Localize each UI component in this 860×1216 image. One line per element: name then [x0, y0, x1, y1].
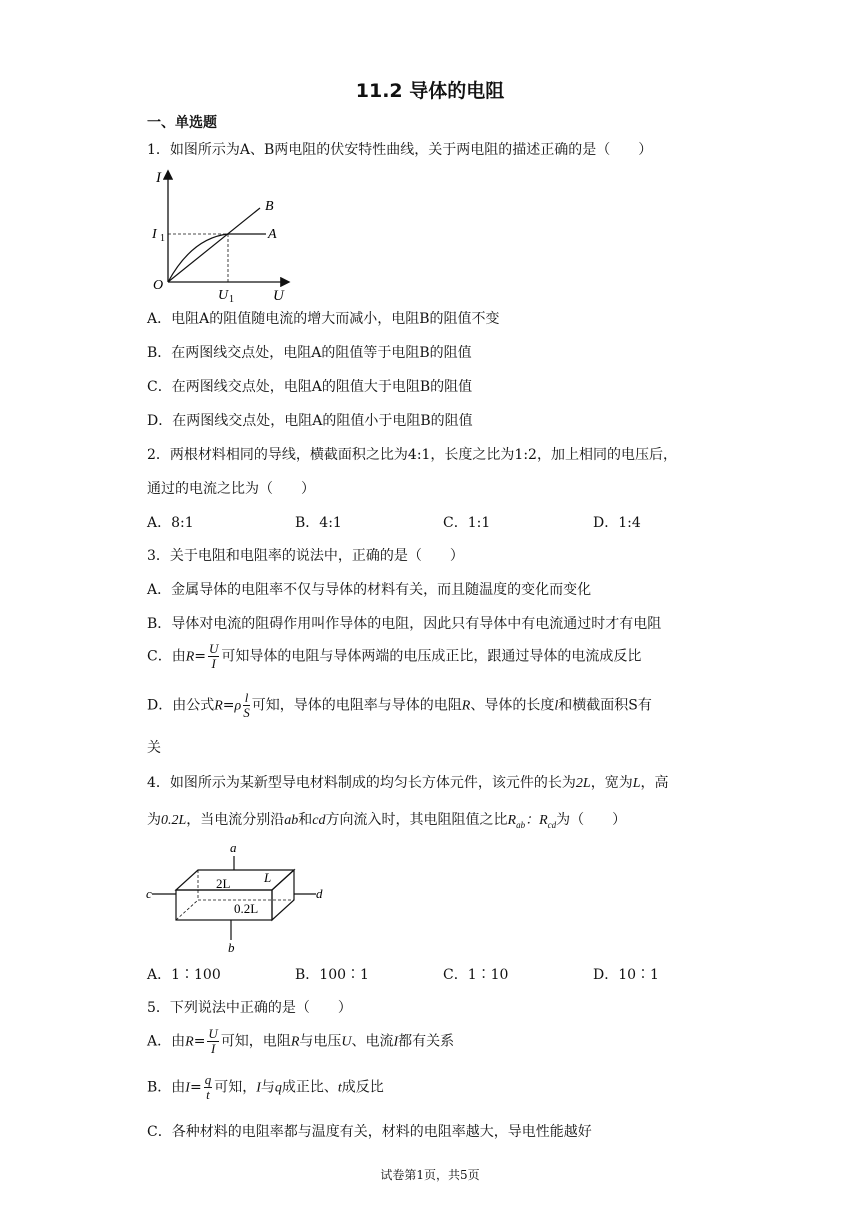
q4-label-a: a	[230, 840, 237, 855]
q4-stem-line1: 4．如图所示为某新型导电材料制成的均匀长方体元件，该元件的长为2L，宽为L，高	[147, 775, 669, 791]
q1-line-b	[168, 208, 260, 282]
q4-label-wid: L	[264, 870, 272, 885]
q3-option-a: A．金属导体的电阻率不仅与导体的材料有关，而且随温度的变化而变化	[147, 582, 592, 598]
page-footer: 试卷第1页，共5页	[380, 1168, 480, 1182]
q4-option-c: C．1∶10	[443, 967, 509, 983]
q5-option-c: C．各种材料的电阻率都与温度有关，材料的电阻率越大，导电性能越好	[147, 1124, 592, 1140]
q3-stem: 3．关于电阻和电阻率的说法中，正确的是（ ）	[147, 548, 464, 564]
q4-cuboid-figure	[144, 838, 334, 954]
q4-hidden-edge-d	[176, 900, 198, 920]
q1-label-u1-sub: 1	[229, 294, 234, 305]
q4-label-hgt: 0.2L	[234, 901, 259, 916]
q1-option-c: C．在两图线交点处，电阻A的阻值大于电阻B的阻值	[147, 379, 473, 395]
q1-label-b: B	[265, 199, 274, 214]
q3-option-b: B．导体对电流的阻碍作用叫作导体的电阻，因此只有导体中有电流通过时才有电阻	[147, 616, 662, 632]
q2-option-c: C．1:1	[443, 515, 491, 531]
q4-option-d: D．10∶1	[593, 967, 659, 983]
q4-option-b: B．100∶1	[295, 967, 369, 983]
q1-option-a: A．电阻A的阻值随电流的增大而减小，电阻B的阻值不变	[147, 311, 500, 327]
q1-iv-graph	[148, 166, 298, 306]
q5-b-fraction: $\frac{q}{t}$	[204, 1072, 212, 1102]
q1-option-d: D．在两图线交点处，电阻A的阻值小于电阻B的阻值	[147, 413, 473, 429]
q3-option-d-line2: 关	[147, 740, 161, 756]
q1-label-o: O	[153, 278, 164, 293]
q3-option-d: D．由公式R=ρ $\frac{l}{S}$ 可知，导体的电阻率与导体的电阻R、导体的长度l和横截面积S有	[147, 690, 652, 720]
q4-top-face	[176, 870, 294, 890]
q2-stem-line2: 通过的电流之比为（ ）	[147, 481, 315, 497]
q5-stem: 5．下列说法中正确的是（ ）	[147, 1000, 352, 1016]
q4-label-c: c	[146, 886, 152, 901]
q1-label-i1: I	[152, 227, 157, 242]
q1-label-i: I	[156, 170, 161, 186]
q1-curve-a	[168, 234, 266, 282]
q4-label-d: d	[316, 886, 323, 901]
q3-option-c: C．由R= $\frac{U}{I}$ 可知导体的电阻与导体两端的电压成正比，跟通过导体的电流成反比	[147, 641, 642, 671]
q1-label-a: A	[268, 227, 277, 242]
q4-label-b: b	[228, 940, 235, 954]
q4-stem-line2: 为0.2L，当电流分别沿ab和cd方向流入时，其电阻阻值之比$R_{ab}$：$R_{cd}$为（ ）	[147, 812, 627, 830]
q5-option-b: B．由I= $\frac{q}{t}$ 可知，I与q成正比、t成反比	[147, 1072, 384, 1102]
q3-c-fraction: $\frac{U}{I}$	[209, 641, 219, 671]
q2-option-a: A．8:1	[147, 515, 194, 531]
q3-d-fraction: $\frac{l}{S}$	[243, 690, 250, 720]
q5-option-a: A．由R= $\frac{U}{I}$ 可知，电阻R与电压U、电流I都有关系	[147, 1026, 455, 1056]
page-title: 11.2 导体的电阻	[355, 80, 505, 102]
q1-stem: 1．如图所示为A、B两电阻的伏安特性曲线，关于两电阻的描述正确的是（ ）	[147, 142, 653, 158]
q4-side-face	[272, 870, 294, 920]
q2-stem-line1: 2．两根材料相同的导线，横截面积之比为4:1，长度之比为1:2，加上相同的电压后，	[147, 447, 677, 463]
q4-option-a: A．1∶100	[147, 967, 221, 983]
section-heading: 一、单选题	[147, 115, 217, 131]
q1-label-u1: U	[218, 288, 229, 303]
q4-label-len: 2L	[216, 876, 231, 891]
q5-a-fraction: $\frac{U}{I}$	[208, 1026, 218, 1056]
q2-option-d: D．1:4	[593, 515, 641, 531]
q1-label-i1-sub: 1	[160, 233, 165, 244]
q1-option-b: B．在两图线交点处，电阻A的阻值等于电阻B的阻值	[147, 345, 472, 361]
q2-option-b: B．4:1	[295, 515, 342, 531]
q1-label-u: U	[273, 288, 284, 304]
